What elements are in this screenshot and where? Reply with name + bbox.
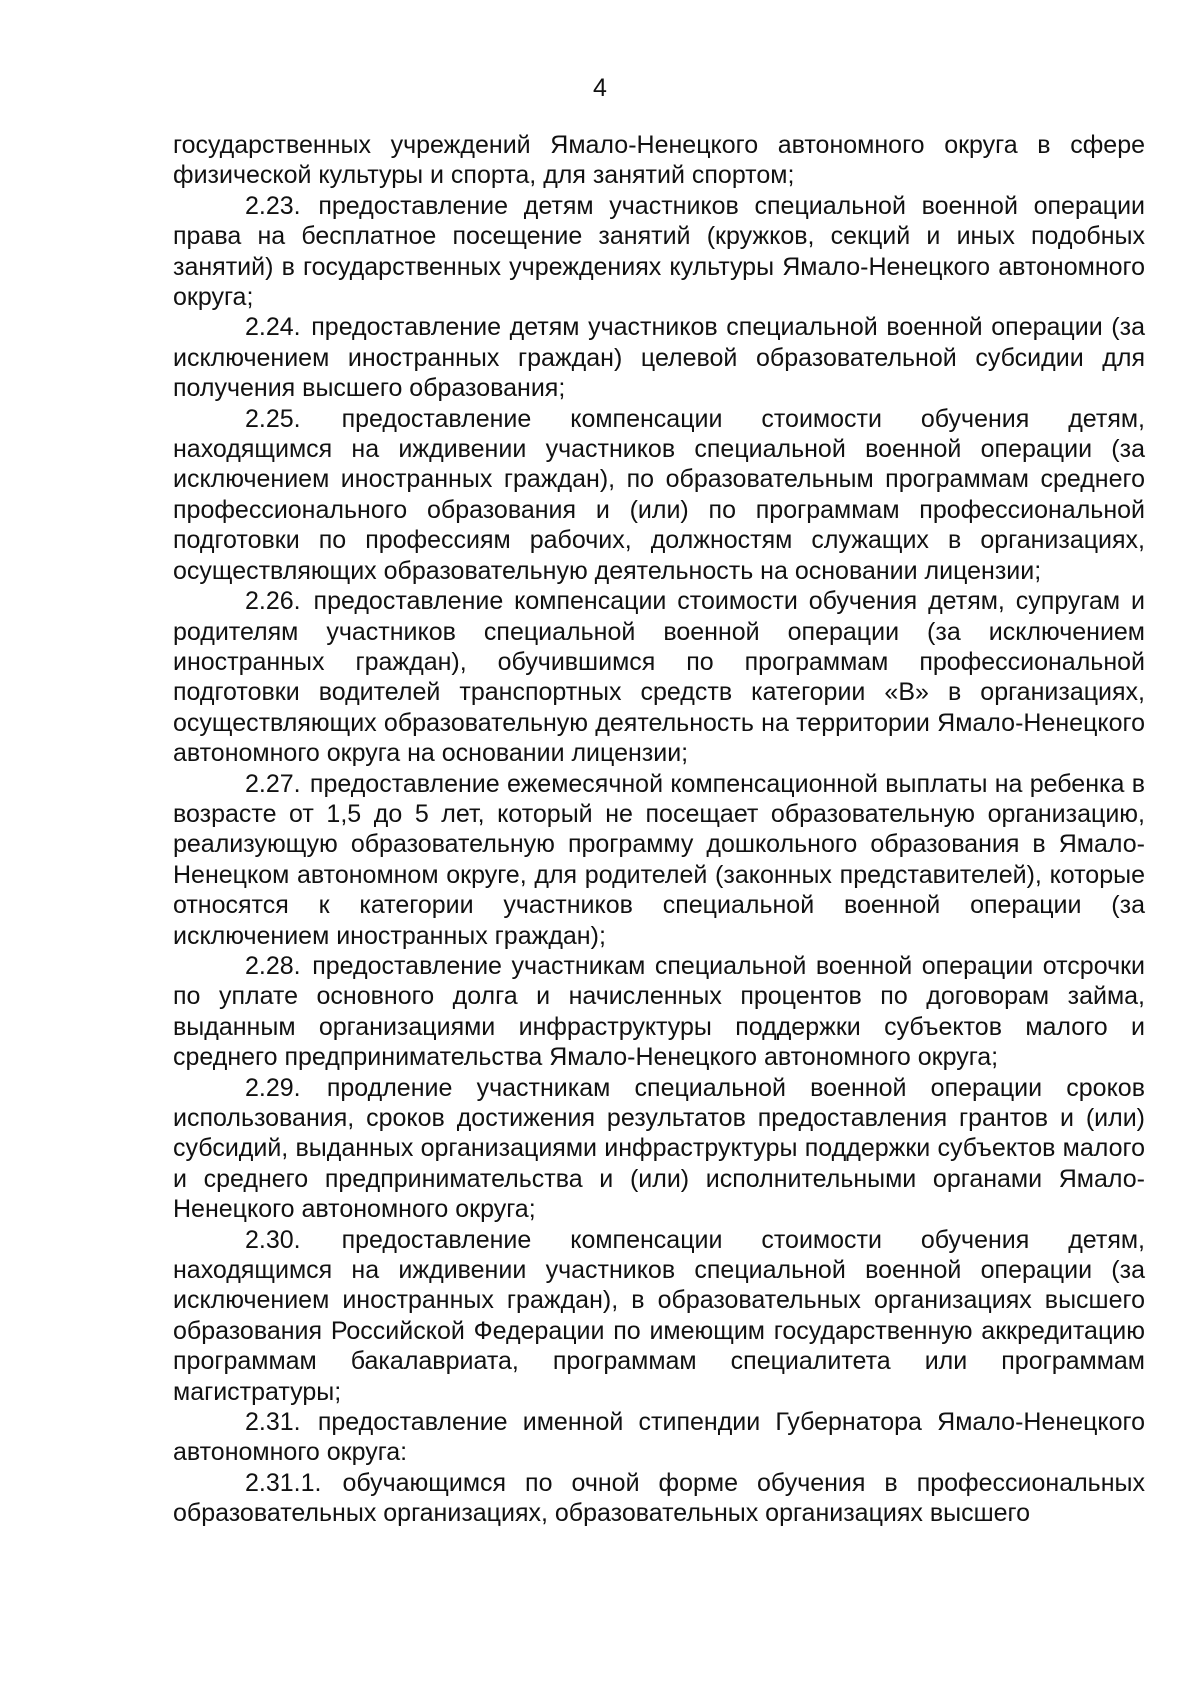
paragraph-number: 2.29. — [245, 1073, 301, 1102]
paragraph-2-30 — [173, 1225, 1145, 1407]
paragraph-number: 2.30. — [245, 1225, 301, 1254]
paragraph-number: 2.31.1. — [245, 1468, 322, 1497]
paragraph-number: 2.31. — [245, 1408, 301, 1437]
paragraph-2-28 — [173, 951, 1145, 1073]
paragraph-2-26 — [173, 586, 1145, 768]
paragraph-text: предоставление компенсации стоимости обучения детям, находящимся на иждивении участников специальной военной операции (за исключением иностранных граждан), в образовательных организациях высшего образования Российской Федерации по имеющим государственную аккредитацию программам бакалавриата, программам специалитета или программам магистратуры; — [173, 1225, 1146, 1406]
page-number: 4 — [593, 74, 607, 102]
paragraph-2-29 — [173, 1073, 1145, 1225]
paragraph-text: предоставление детям участников специальной военной операции права на бесплатное посещение занятий (кружков, секций и иных подобных занятий) в государственных учреждениях культуры Ямало-Ненецкого автономного округа; — [173, 191, 1145, 312]
paragraph-number: 2.24. — [245, 313, 301, 342]
paragraph-text: продление участникам специальной военной операции сроков использования, сроков достижения результатов предоставления грантов и (или) субсидий, выданных организациями инфраструктуры поддержки субъектов малого и среднего предпринимательства и (или) исполнительными органами Ямало-Ненецкого автономного округа; — [173, 1073, 1145, 1224]
document-body — [173, 130, 1145, 1529]
paragraph-text: предоставление именной стипендии Губернатора Ямало-Ненецкого автономного округа: — [173, 1408, 1145, 1467]
paragraph-2-24 — [173, 312, 1145, 403]
paragraph-text: предоставление ежемесячной компенсационной выплаты на ребенка в возрасте от 1,5 до 5 лет, который не посещает образовательную организацию, реализующую образовательную программу дошкольного образования в Ямало-Ненецком автономном округе, для родителей (законных представителей), которые относятся к категории участников специальной военной операции (за исключением иностранных граждан); — [173, 769, 1145, 950]
paragraph-continuation — [173, 130, 1145, 191]
paragraph-2-31 — [173, 1407, 1145, 1468]
paragraph-number: 2.26. — [245, 587, 301, 616]
paragraph-number: 2.25. — [245, 404, 301, 433]
paragraph-text: предоставление компенсации стоимости обучения детям, супругам и родителям участников специальной военной операции (за исключением иностранных граждан), обучившимся по программам профессиональной подготовки водителей транспортных средств категории «В» в организациях, осуществляющих образовательную деятельность на территории Ямало-Ненецкого автономного округа на основании лицензии; — [173, 587, 1145, 768]
paragraph-text: предоставление участникам специальной военной операции отсрочки по уплате основного долга и начисленных процентов по договорам займа, выданным организациями инфраструктуры поддержки субъектов малого и среднего предпринимательства Ямало-Ненецкого автономного округа; — [173, 951, 1145, 1072]
paragraph-text: обучающимся по очной форме обучения в профессиональных образовательных организациях, образовательных организациях высшего — [173, 1468, 1145, 1528]
paragraph-number: 2.23. — [245, 191, 301, 220]
paragraph-text: предоставление компенсации стоимости обучения детям, находящимся на иждивении участников специальной военной операции (за исключением иностранных граждан), по образовательным программам среднего профессионального образования и (или) по программам профессиональной подготовки по профессиям рабочих, должностям служащих в организациях, осуществляющих образовательную деятельность на основании лицензии; — [173, 404, 1146, 585]
paragraph-text: предоставление детям участников специальной военной операции (за исключением иностранных граждан) целевой образовательной субсидии для получения высшего образования; — [173, 313, 1145, 403]
paragraph-text: государственных учреждений Ямало-Ненецкого автономного округа в сфере физической культуры и спорта, для занятий спортом; — [173, 131, 1145, 190]
paragraph-2-23 — [173, 191, 1145, 313]
paragraph-number: 2.27. — [245, 769, 301, 798]
paragraph-2-27 — [173, 769, 1145, 951]
paragraph-number: 2.28. — [245, 951, 301, 980]
paragraph-2-25 — [173, 404, 1145, 586]
paragraph-2-31-1 — [173, 1468, 1145, 1529]
